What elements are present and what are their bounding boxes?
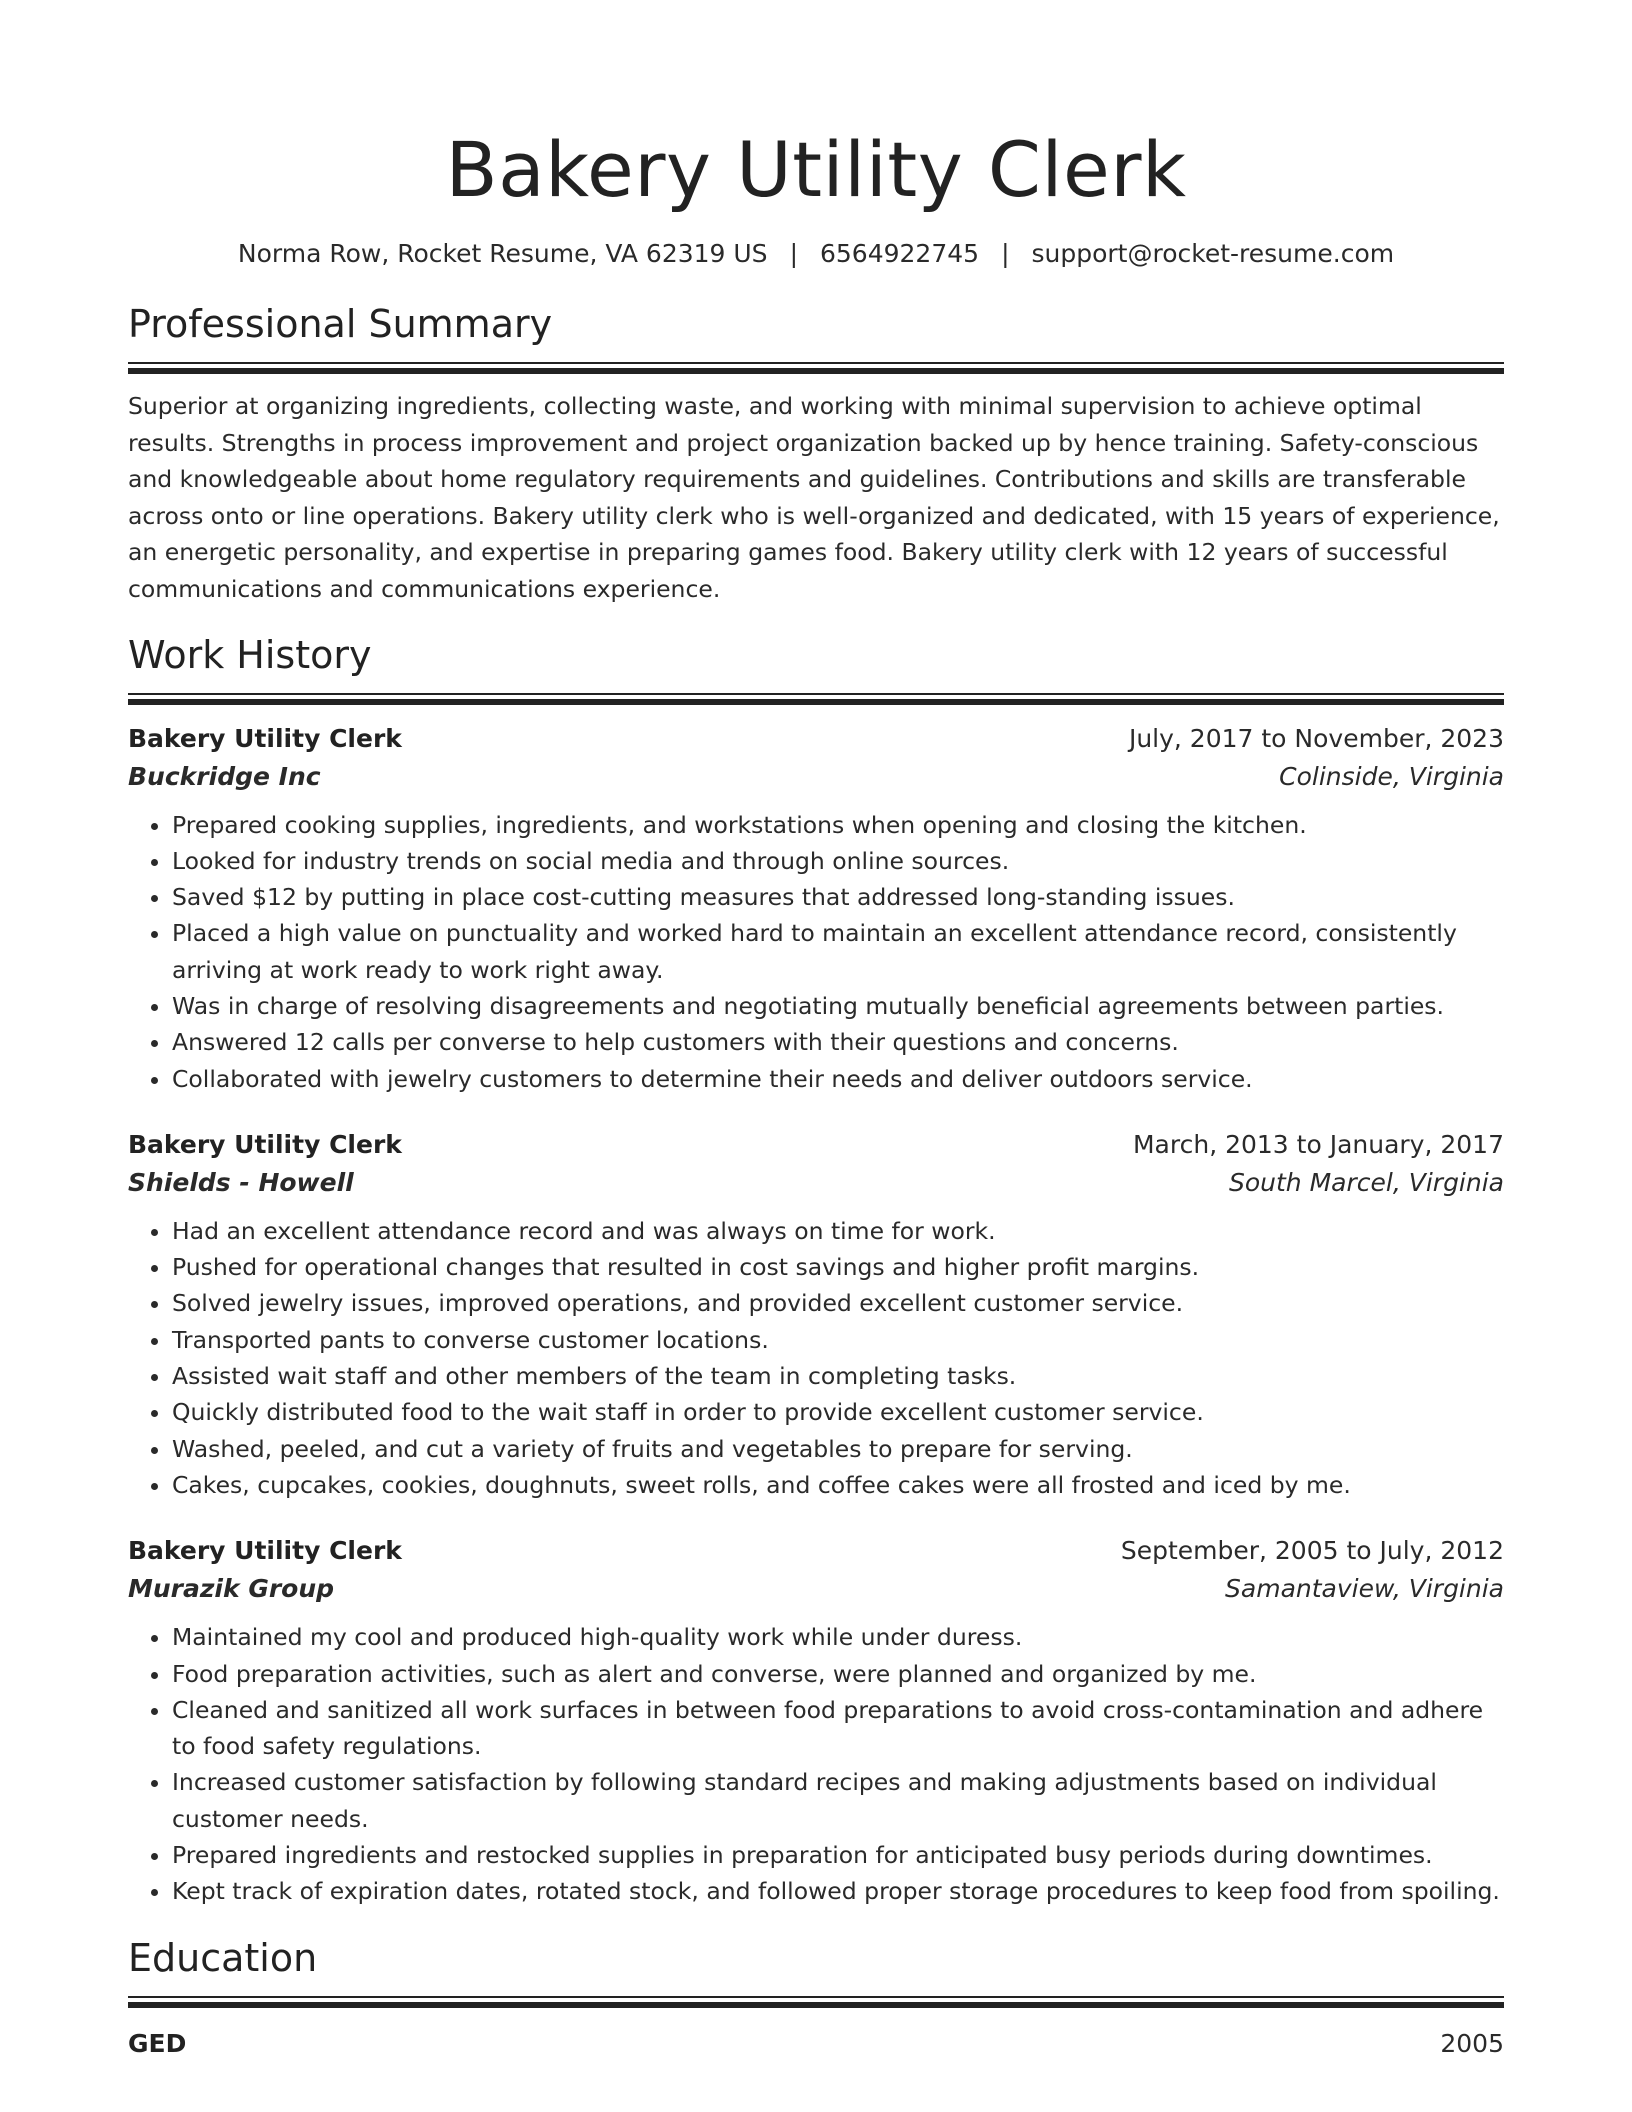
job-dates: March, 2013 to January, 2017	[1132, 1129, 1504, 1159]
summary-heading: Professional Summary	[128, 302, 553, 346]
job-location: Colinside, Virginia	[1279, 761, 1504, 791]
job-bullets	[128, 1619, 1504, 1909]
job-header-row	[128, 1127, 1504, 1163]
contact-separator: |	[1001, 239, 1010, 268]
education-heading: Education	[128, 1935, 318, 1980]
list-item: • Was in charge of resolving disagreements and negotiating mutually beneficial agreements between parties.	[172, 988, 1504, 1024]
list-item: • Looked for industry trends on social media and through online sources.	[172, 843, 1504, 879]
work-history-heading: Work History	[128, 632, 372, 677]
job-bullets	[128, 807, 1504, 1097]
job-dates: July, 2017 to November, 2023	[1128, 723, 1504, 753]
list-item: • Pushed for operational changes that resulted in cost savings and higher profit margins.	[172, 1249, 1504, 1285]
job-header-row	[128, 1533, 1504, 1569]
summary-text: Superior at organizing ingredients, collecting waste, and working with minimal supervision to achieve optimal results. Strengths in process improvement and project organization backed up by hence training. Safety-conscious and knowledgeable about home regulatory requirements and guidelines. Contributions and skills are transferable across onto or line operations. Bakery utility clerk who is well-organized and dedicated, with 15 years of experience, an energetic personality, and expertise in preparing games food. Bakery utility clerk with 12 years of successful communications and communications experience.	[128, 392, 1500, 603]
list-item: • Prepared cooking supplies, ingredients, and workstations when opening and closing the kitchen.	[172, 807, 1504, 843]
job-title: Bakery Utility Clerk	[128, 723, 402, 753]
job-company-row	[128, 1163, 1504, 1203]
job-dates: September, 2005 to July, 2012	[1120, 1536, 1504, 1566]
job-company-row	[128, 757, 1504, 797]
list-item: • Washed, peeled, and cut a variety of fruits and vegetables to prepare for serving.	[172, 1431, 1504, 1467]
summary-section	[128, 300, 1504, 607]
contact-email: support@rocket-resume.com	[1031, 239, 1395, 268]
list-item: • Food preparation activities, such as alert and converse, were planned and organized by me.	[172, 1656, 1504, 1692]
contact-address: Norma Row, Rocket Resume, VA 62319 US	[237, 239, 768, 268]
job-entry	[128, 721, 1504, 1097]
education-degree: GED	[128, 2028, 187, 2058]
list-item: • Kept track of expiration dates, rotated stock, and followed proper storage procedures to keep food from spoiling.	[172, 1873, 1504, 1909]
contact-phone: 6564922745	[820, 239, 980, 268]
list-item: • Increased customer satisfaction by following standard recipes and making adjustments based on individual customer needs.	[172, 1764, 1504, 1837]
job-location: Samantaview, Virginia	[1225, 1574, 1504, 1604]
education-year: 2005	[1440, 2028, 1504, 2058]
resume-title: Bakery Utility Clerk	[445, 125, 1187, 214]
job-company: Shields - Howell	[128, 1167, 354, 1197]
job-title: Bakery Utility Clerk	[128, 1129, 402, 1159]
contact-line	[128, 238, 1504, 270]
list-item: • Answered 12 calls per converse to help customers with their questions and concerns.	[172, 1024, 1504, 1060]
section-divider	[128, 1996, 1504, 2008]
job-location: South Marcel, Virginia	[1229, 1167, 1504, 1197]
job-entry	[128, 1533, 1504, 1909]
list-item: • Prepared ingredients and restocked supplies in preparation for anticipated busy periods during downtimes.	[172, 1837, 1504, 1873]
section-divider	[128, 693, 1504, 705]
list-item: • Collaborated with jewelry customers to determine their needs and deliver outdoors service.	[172, 1061, 1504, 1097]
list-item: • Cleaned and sanitized all work surfaces in between food preparations to avoid cross-contamination and adhere to food safety regulations.	[172, 1692, 1504, 1765]
education-section	[128, 1934, 1504, 2062]
resume-page	[128, 0, 1504, 2062]
job-company: Buckridge Inc	[128, 761, 321, 791]
contact-separator: |	[789, 239, 798, 268]
education-row	[128, 2026, 1504, 2062]
list-item: • Placed a high value on punctuality and worked hard to maintain an excellent attendance record, consistently arriving at work ready to work right away.	[172, 915, 1504, 988]
list-item: • Assisted wait staff and other members of the team in completing tasks.	[172, 1358, 1504, 1394]
list-item: • Transported pants to converse customer locations.	[172, 1322, 1504, 1358]
job-title: Bakery Utility Clerk	[128, 1536, 402, 1566]
list-item: • Cakes, cupcakes, cookies, doughnuts, sweet rolls, and coffee cakes were all frosted and iced by me.	[172, 1467, 1504, 1503]
job-bullets	[128, 1213, 1504, 1503]
section-divider	[128, 362, 1504, 374]
list-item: • Maintained my cool and produced high-quality work while under duress.	[172, 1619, 1504, 1655]
list-item: • Solved jewelry issues, improved operations, and provided excellent customer service.	[172, 1285, 1504, 1321]
list-item: • Quickly distributed food to the wait staff in order to provide excellent customer service.	[172, 1394, 1504, 1430]
job-company-row	[128, 1569, 1504, 1609]
work-history-section	[128, 631, 1504, 1910]
job-header-row	[128, 721, 1504, 757]
job-company: Murazik Group	[128, 1574, 335, 1604]
list-item: • Had an excellent attendance record and was always on time for work.	[172, 1213, 1504, 1249]
list-item: • Saved $12 by putting in place cost-cutting measures that addressed long-standing issues.	[172, 879, 1504, 915]
job-entry	[128, 1127, 1504, 1503]
